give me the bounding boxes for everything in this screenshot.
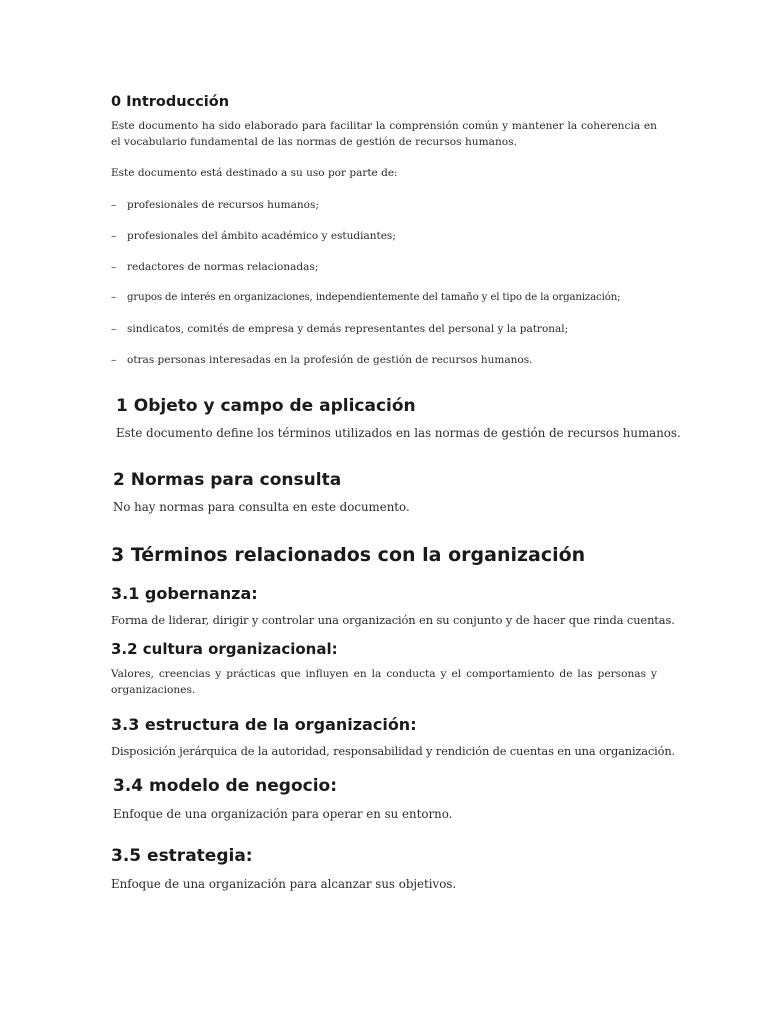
section-1-heading: 1 Objeto y campo de aplicación	[116, 396, 416, 416]
term-3-3-heading: 3.3 estructura de la organización:	[111, 715, 417, 734]
bullet-marker: –	[111, 230, 117, 242]
section-2-heading: 2 Normas para consulta	[113, 470, 342, 490]
section-3-heading: 3 Términos relacionados con la organización	[111, 544, 586, 566]
bullet-marker: –	[111, 354, 117, 366]
list-item	[111, 229, 396, 243]
term-3-4-heading: 3.4 modelo de negocio:	[113, 776, 338, 796]
term-3-5-heading: 3.5 estrategia:	[111, 846, 253, 866]
term-3-5-text: Enfoque de una organización para alcanzar sus objetivos.	[111, 877, 457, 891]
term-3-2-heading: 3.2 cultura organizacional:	[111, 640, 338, 658]
list-item-text: redactores de normas relacionadas;	[127, 261, 319, 273]
term-3-1-text: Forma de liderar, dirigir y controlar una organización en su conjunto y de hacer que rinda cuentas.	[111, 613, 675, 627]
list-item	[111, 198, 319, 212]
list-item-text: sindicatos, comités de empresa y demás representantes del personal y la patronal;	[127, 323, 569, 335]
term-3-2-text: Valores, creencias y prácticas que influyen en la conducta y el comportamiento de las personas y organizaciones.	[111, 668, 657, 696]
list-item	[111, 291, 620, 305]
term-3-3-text: Disposición jerárquica de la autoridad, responsabilidad y rendición de cuentas en una organización.	[111, 744, 676, 758]
term-3-1-heading: 3.1 gobernanza:	[111, 584, 258, 603]
term-3-4-text: Enfoque de una organización para operar en su entorno.	[113, 807, 453, 821]
list-item	[111, 322, 568, 336]
list-item-text: otras personas interesadas en la profesión de gestión de recursos humanos.	[127, 354, 533, 366]
bullet-marker: –	[111, 199, 117, 211]
list-item-text: profesionales del ámbito académico y estudiantes;	[127, 230, 396, 242]
bullet-marker: –	[111, 323, 117, 335]
intro-heading: 0 Introducción	[111, 94, 230, 110]
list-item-text: profesionales de recursos humanos;	[127, 199, 319, 211]
section-1-text: Este documento define los términos utilizados en las normas de gestión de recursos humanos.	[116, 426, 681, 440]
section-2-text: No hay normas para consulta en este documento.	[113, 500, 410, 514]
bullet-marker: –	[111, 292, 116, 303]
list-item	[111, 260, 318, 274]
intro-audience-paragraph: Este documento está destinado a su uso por parte de:	[111, 167, 398, 179]
intro-paragraph: Este documento ha sido elaborado para facilitar la comprensión común y mantener la coherencia en el vocabulario fundamental de las normas de gestión de recursos humanos.	[111, 120, 657, 148]
list-item-text: grupos de interés en organizaciones, independientemente del tamaño y el tipo de la organización;	[127, 292, 621, 303]
bullet-marker: –	[111, 261, 117, 273]
list-item	[111, 353, 532, 367]
